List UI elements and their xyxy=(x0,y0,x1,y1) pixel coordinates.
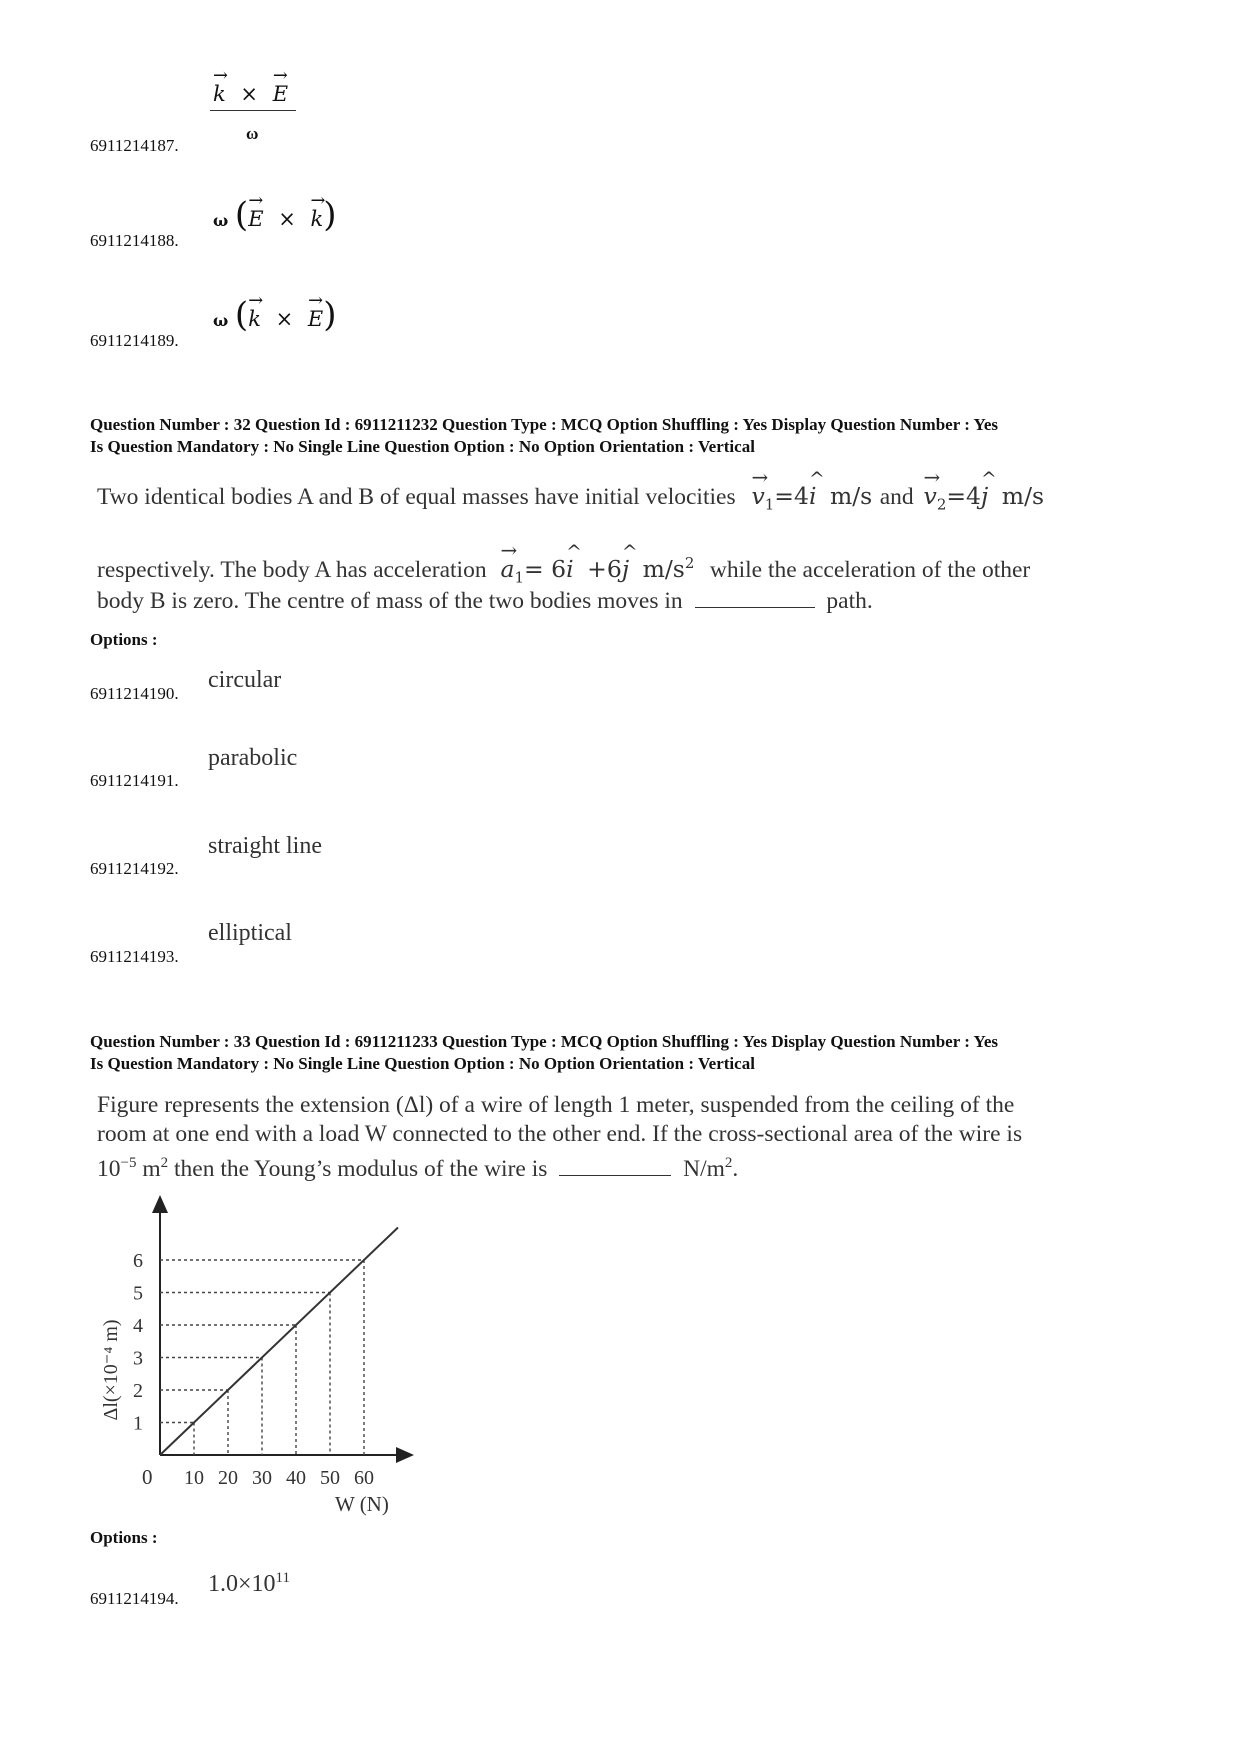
v2-unit: m/s xyxy=(1001,482,1045,510)
x-tick-labels xyxy=(184,1467,374,1489)
option-id: 6911214192. xyxy=(90,859,179,878)
a1-sub: 1 xyxy=(514,568,525,587)
q33-text-rest: then the Young’s modulus of the wire is xyxy=(174,1155,548,1182)
option-id: 6911214189. xyxy=(90,331,179,350)
q32-text: body B is zero. The centre of mass of the two bodies moves in xyxy=(97,588,683,614)
q32-text: respectively. The body A has acceleration xyxy=(97,556,487,583)
q32-text-line1 xyxy=(97,478,1044,523)
q33-meta-line1: Question Number : 33 Question Id : 6911211233 Question Type : MCQ Option Shuffling : Yes Display Question Number : Yes xyxy=(90,1032,999,1051)
q33-options-label: Options : xyxy=(90,1528,158,1547)
vector-E: → E xyxy=(248,207,263,231)
v1-value: =4 xyxy=(774,482,809,510)
omega: ω xyxy=(213,311,229,330)
period: . xyxy=(732,1155,739,1182)
q33-text-line1: Figure represents the extension (Δl) of a wire of length 1 meter, suspended from the ceiling of the xyxy=(97,1092,1015,1118)
option-id: 6911214191. xyxy=(90,771,179,790)
v1-expression xyxy=(751,482,879,514)
cross-operator: × xyxy=(240,82,259,106)
omega: ω xyxy=(213,211,229,230)
y-tick-label: 3 xyxy=(133,1347,143,1370)
option-base: 1.0×10 xyxy=(208,1571,276,1597)
vector-k: → k xyxy=(213,82,226,106)
option-expression xyxy=(213,195,337,235)
option-exp: 11 xyxy=(275,1570,290,1586)
option-id: 6911214193. xyxy=(90,947,179,966)
v2-symbol: → v xyxy=(924,478,937,514)
v1-unit-vector: ^ i xyxy=(809,478,817,514)
area-exp: −5 xyxy=(120,1155,137,1171)
extension-load-chart xyxy=(90,1195,430,1525)
option-text: straight line xyxy=(208,833,322,859)
x-tick-label: 30 xyxy=(252,1467,272,1489)
a1-eq: = 6 xyxy=(524,554,567,583)
paren-close: ) xyxy=(323,195,337,235)
option-id: 6911214194. xyxy=(90,1589,179,1608)
fraction-bar xyxy=(210,110,296,111)
y-tick-label: 6 xyxy=(133,1250,143,1272)
modulus-unit: N/m xyxy=(683,1155,725,1182)
x-axis-label: W (N) xyxy=(335,1492,389,1516)
fraction-numerator xyxy=(213,82,288,106)
option-text: elliptical xyxy=(208,920,292,946)
option-row-6911214189[interactable] xyxy=(0,295,1239,355)
y-tick-label: 2 xyxy=(133,1380,143,1402)
a1-exp: 2 xyxy=(684,554,695,572)
q32-options-label: Options : xyxy=(90,630,158,649)
q33-text-line3 xyxy=(97,1149,1022,1184)
y-tick-label: 4 xyxy=(133,1315,143,1337)
y-tick-label: 1 xyxy=(133,1412,143,1435)
v2-sub: 2 xyxy=(936,495,947,514)
option-expression xyxy=(213,295,337,335)
a1-j: ^ j xyxy=(622,551,629,587)
a1-expression xyxy=(500,554,701,587)
v1-unit: m/s xyxy=(829,482,873,510)
q32-text: path. xyxy=(826,588,873,614)
y-tick-label: 5 xyxy=(133,1282,143,1305)
option-row-6911214187[interactable] xyxy=(0,60,1239,160)
q33-text xyxy=(97,1091,1022,1184)
x-tick-label: 10 xyxy=(184,1467,204,1489)
option-row-6911214190[interactable] xyxy=(80,665,680,715)
option-text: parabolic xyxy=(208,745,298,771)
area-unit-exp: 2 xyxy=(160,1155,169,1171)
x-tick-label: 20 xyxy=(218,1467,238,1489)
vector-k: → k xyxy=(248,307,261,331)
option-row-6911214191[interactable] xyxy=(80,745,680,795)
option-id: 6911214188. xyxy=(90,231,179,250)
cross-operator: × xyxy=(275,307,294,331)
v1-symbol: → v xyxy=(751,478,764,514)
a1-unit: m/s xyxy=(642,554,685,583)
q32-text: while the acceleration of the other xyxy=(709,556,1031,583)
option-row-6911214192[interactable] xyxy=(80,833,680,883)
v2-value: =4 xyxy=(946,482,982,510)
option-row-6911214193[interactable] xyxy=(80,920,680,970)
y-axis-label: Δl(×10⁻⁴ m) xyxy=(100,1319,122,1421)
v2-unit-vector: ^ j xyxy=(981,478,988,514)
x-tick-label: 60 xyxy=(354,1467,374,1489)
vector-E: → E xyxy=(308,307,323,331)
a1-plus: +6 xyxy=(587,554,622,583)
q32-text: Two identical bodies A and B of equal masses have initial velocities xyxy=(97,484,736,510)
option-text xyxy=(208,1570,290,1598)
q32-text-line3 xyxy=(97,583,873,619)
option-id: 6911214187. xyxy=(90,136,179,155)
origin-label: 0 xyxy=(142,1465,153,1489)
v1-sub: 1 xyxy=(764,495,775,514)
a1-symbol: → a xyxy=(500,551,514,587)
option-row-6911214194[interactable] xyxy=(80,1565,680,1615)
vector-k: → k xyxy=(311,207,324,231)
area-base: 10 xyxy=(97,1155,121,1182)
answer-blank xyxy=(695,606,815,608)
x-tick-label: 50 xyxy=(320,1467,340,1489)
area-unit: m xyxy=(142,1155,161,1182)
answer-blank xyxy=(559,1174,671,1176)
option-text: circular xyxy=(208,667,282,693)
modulus-unit-exp: 2 xyxy=(724,1155,733,1171)
a1-i: ^ i xyxy=(566,551,574,587)
paren-close: ) xyxy=(323,295,337,335)
x-tick-label: 40 xyxy=(286,1467,306,1489)
q32-meta xyxy=(90,414,998,458)
q33-meta xyxy=(90,1031,998,1075)
q32-meta-line1: Question Number : 32 Question Id : 6911211232 Question Type : MCQ Option Shuffling : Yes Display Question Number : Yes xyxy=(90,415,999,434)
paren-open: ( xyxy=(234,195,249,235)
vector-E: → E xyxy=(273,82,288,106)
y-tick-labels xyxy=(133,1250,143,1435)
fraction-denominator: ω xyxy=(246,124,259,143)
q32-meta-line2: Is Question Mandatory : No Single Line Question Option : No Option Orientation : Vertical xyxy=(90,437,755,456)
and-word: and xyxy=(879,484,914,510)
v2-expression xyxy=(923,482,1045,514)
cross-operator: × xyxy=(278,207,296,231)
data-series-line xyxy=(160,1228,398,1456)
q33-text-line2: room at one end with a load W connected to the other end. If the cross-sectional area of the wire is xyxy=(97,1121,1023,1147)
q33-meta-line2: Is Question Mandatory : No Single Line Question Option : No Option Orientation : Vertical xyxy=(90,1054,755,1073)
option-id: 6911214190. xyxy=(90,684,179,703)
option-row-6911214188[interactable] xyxy=(0,195,1239,255)
paren-open: ( xyxy=(234,295,249,335)
